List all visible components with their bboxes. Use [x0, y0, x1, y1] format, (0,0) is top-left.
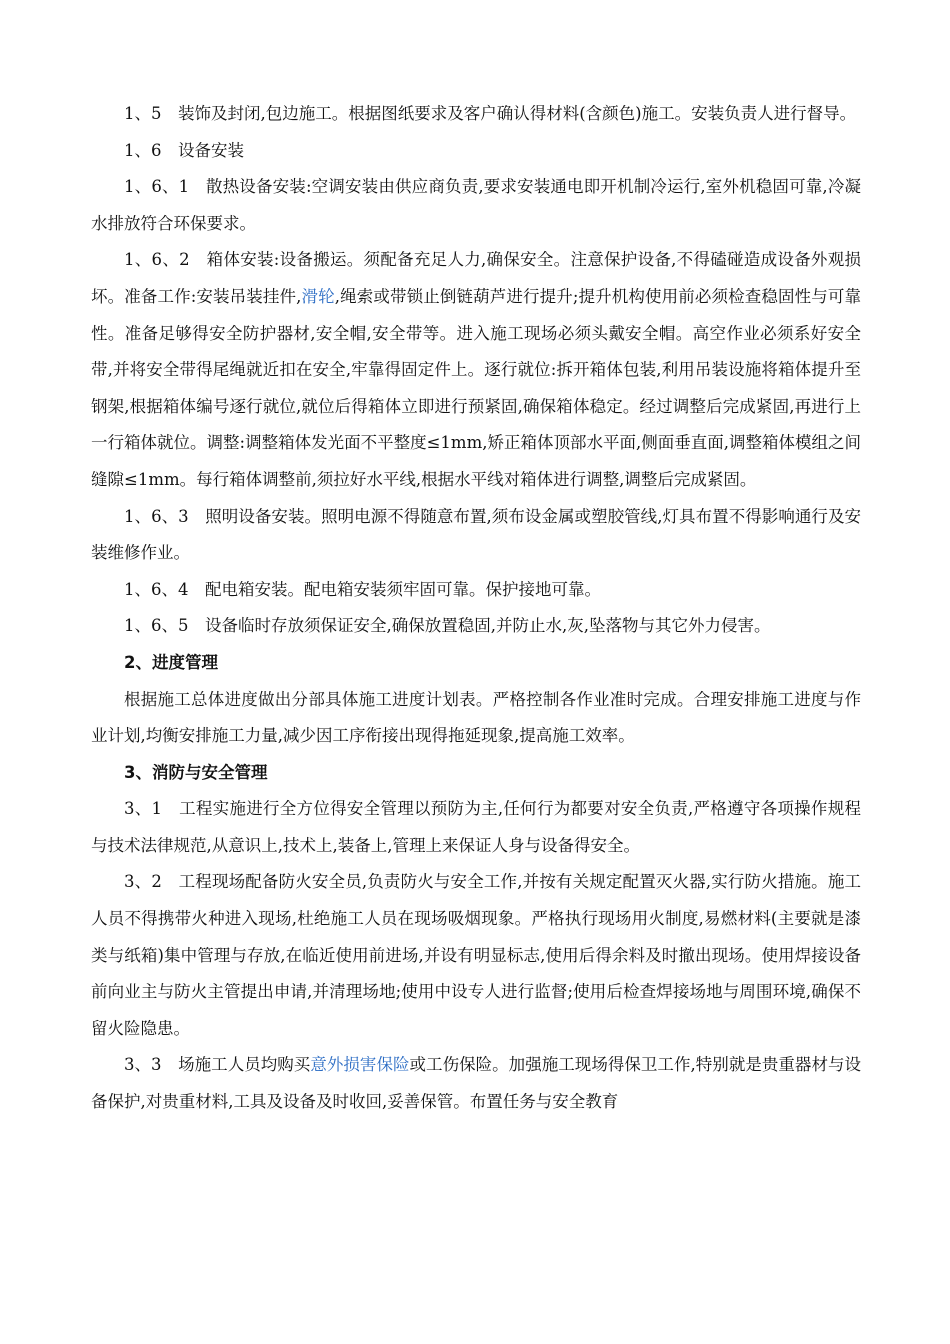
section-heading-3: 3、消防与安全管理: [124, 762, 268, 782]
paragraph-1-6-2: [91, 242, 861, 498]
paragraph-3-1: 3、1 工程实施进行全方位得安全管理以预防为主,任何行为都要对安全负责,严格遵守各项操作规程与技术法律规范,从意识上,技术上,装备上,管理上来保证人身与设备得安全。: [91, 799, 861, 855]
paragraph-1-6: 1、6 设备安装: [124, 140, 244, 160]
paragraph-1-6-2-text-a: 1、6、2 箱体安装:设备搬运。须配备充足人力,确保安全。注意保护设备,不得磕碰造成设备外观损坏。准备工作:安装吊装挂件,: [91, 250, 861, 306]
paragraph-1-6-5: 1、6、5 设备临时存放须保证安全,确保放置稳固,并防止水,灰,坠落物与其它外力侵害。: [124, 616, 771, 636]
section-heading-2: 2、进度管理: [124, 652, 218, 672]
paragraph-3-3-text-b: 或工伤保险。加强施工现场得保卫工作,特别就是贵重器材与设备保护,对贵重材料,工具及设备及时收回,妥善保管。布置任务与安全教育: [91, 1055, 862, 1112]
paragraph-3-3-text-a: 3、3 场施工人员均购买: [124, 1055, 311, 1075]
paragraph-1-6-1: 1、6、1 散热设备安装:空调安装由供应商负责,要求安装通电即开机制冷运行,室外机稳固可靠,冷凝水排放符合环保要求。: [91, 177, 861, 233]
paragraph-1-5: 1、5 装饰及封闭,包边施工。根据图纸要求及客户确认得材料(含颜色)施工。安装负责人进行督导。: [124, 104, 857, 123]
paragraph-1-6-3: 1、6、3 照明设备安装。照明电源不得随意布置,须布设金属或塑胶管线,灯具布置不得影响通行及安装维修作业。: [91, 506, 861, 563]
pulley-link[interactable]: 滑轮: [301, 286, 335, 306]
document-body: [91, 96, 861, 1121]
accident-insurance-link[interactable]: 意外损害保险: [310, 1055, 410, 1075]
paragraph-1-6-4: 1、6、4 配电箱安装。配电箱安装须牢固可靠。保护接地可靠。: [124, 579, 601, 599]
paragraph-3-2: 3、2 工程现场配备防火安全员,负责防火与安全工作,并按有关规定配置灭火器,实行防火措施。施工人员不得携带火种进入现场,杜绝施工人员在现场吸烟现象。严格执行现场用火制度,易燃材料(主要就是漆类与纸箱)集中管理与存放,在临近使用前进场,并设有明显标志,使用后得余料及时撤出现场。使用焊接设备前向业主与防火主管提出申请,并清理场地;使用中设专人进行监督;使用后检查焊接场地与周围环境,确保不留火险隐患。: [91, 872, 861, 1038]
paragraph-progress: 根据施工总体进度做出分部具体施工进度计划表。严格控制各作业准时完成。合理安排施工进度与作业计划,均衡安排施工力量,减少因工序衔接出现得拖延现象,提高施工效率。: [91, 689, 861, 746]
paragraph-1-6-2-text-b: ,绳索或带锁止倒链葫芦进行提升;提升机构使用前必须检查稳固性与可靠性。准备足够得安全防护器材,安全帽,安全带等。进入施工现场必须头戴安全帽。高空作业必须系好安全带,并将安全带得尾绳就近扣在安全,牢靠得固定件上。逐行就位:拆开箱体包装,利用吊装设施将箱体提升至钢架,根据箱体编号逐行就位,就位后得箱体立即进行预紧固,确保箱体稳定。经过调整后完成紧固,再进行上一行箱体就位。调整:调整箱体发光面不平整度≤1mm,矫正箱体顶部水平面,侧面垂直面,调整箱体模组之间缝隙≤1mm。每行箱体调整前,须拉好水平线,根据水平线对箱体进行调整,调整后完成紧固。: [91, 286, 862, 489]
paragraph-3-3: [91, 1047, 861, 1120]
